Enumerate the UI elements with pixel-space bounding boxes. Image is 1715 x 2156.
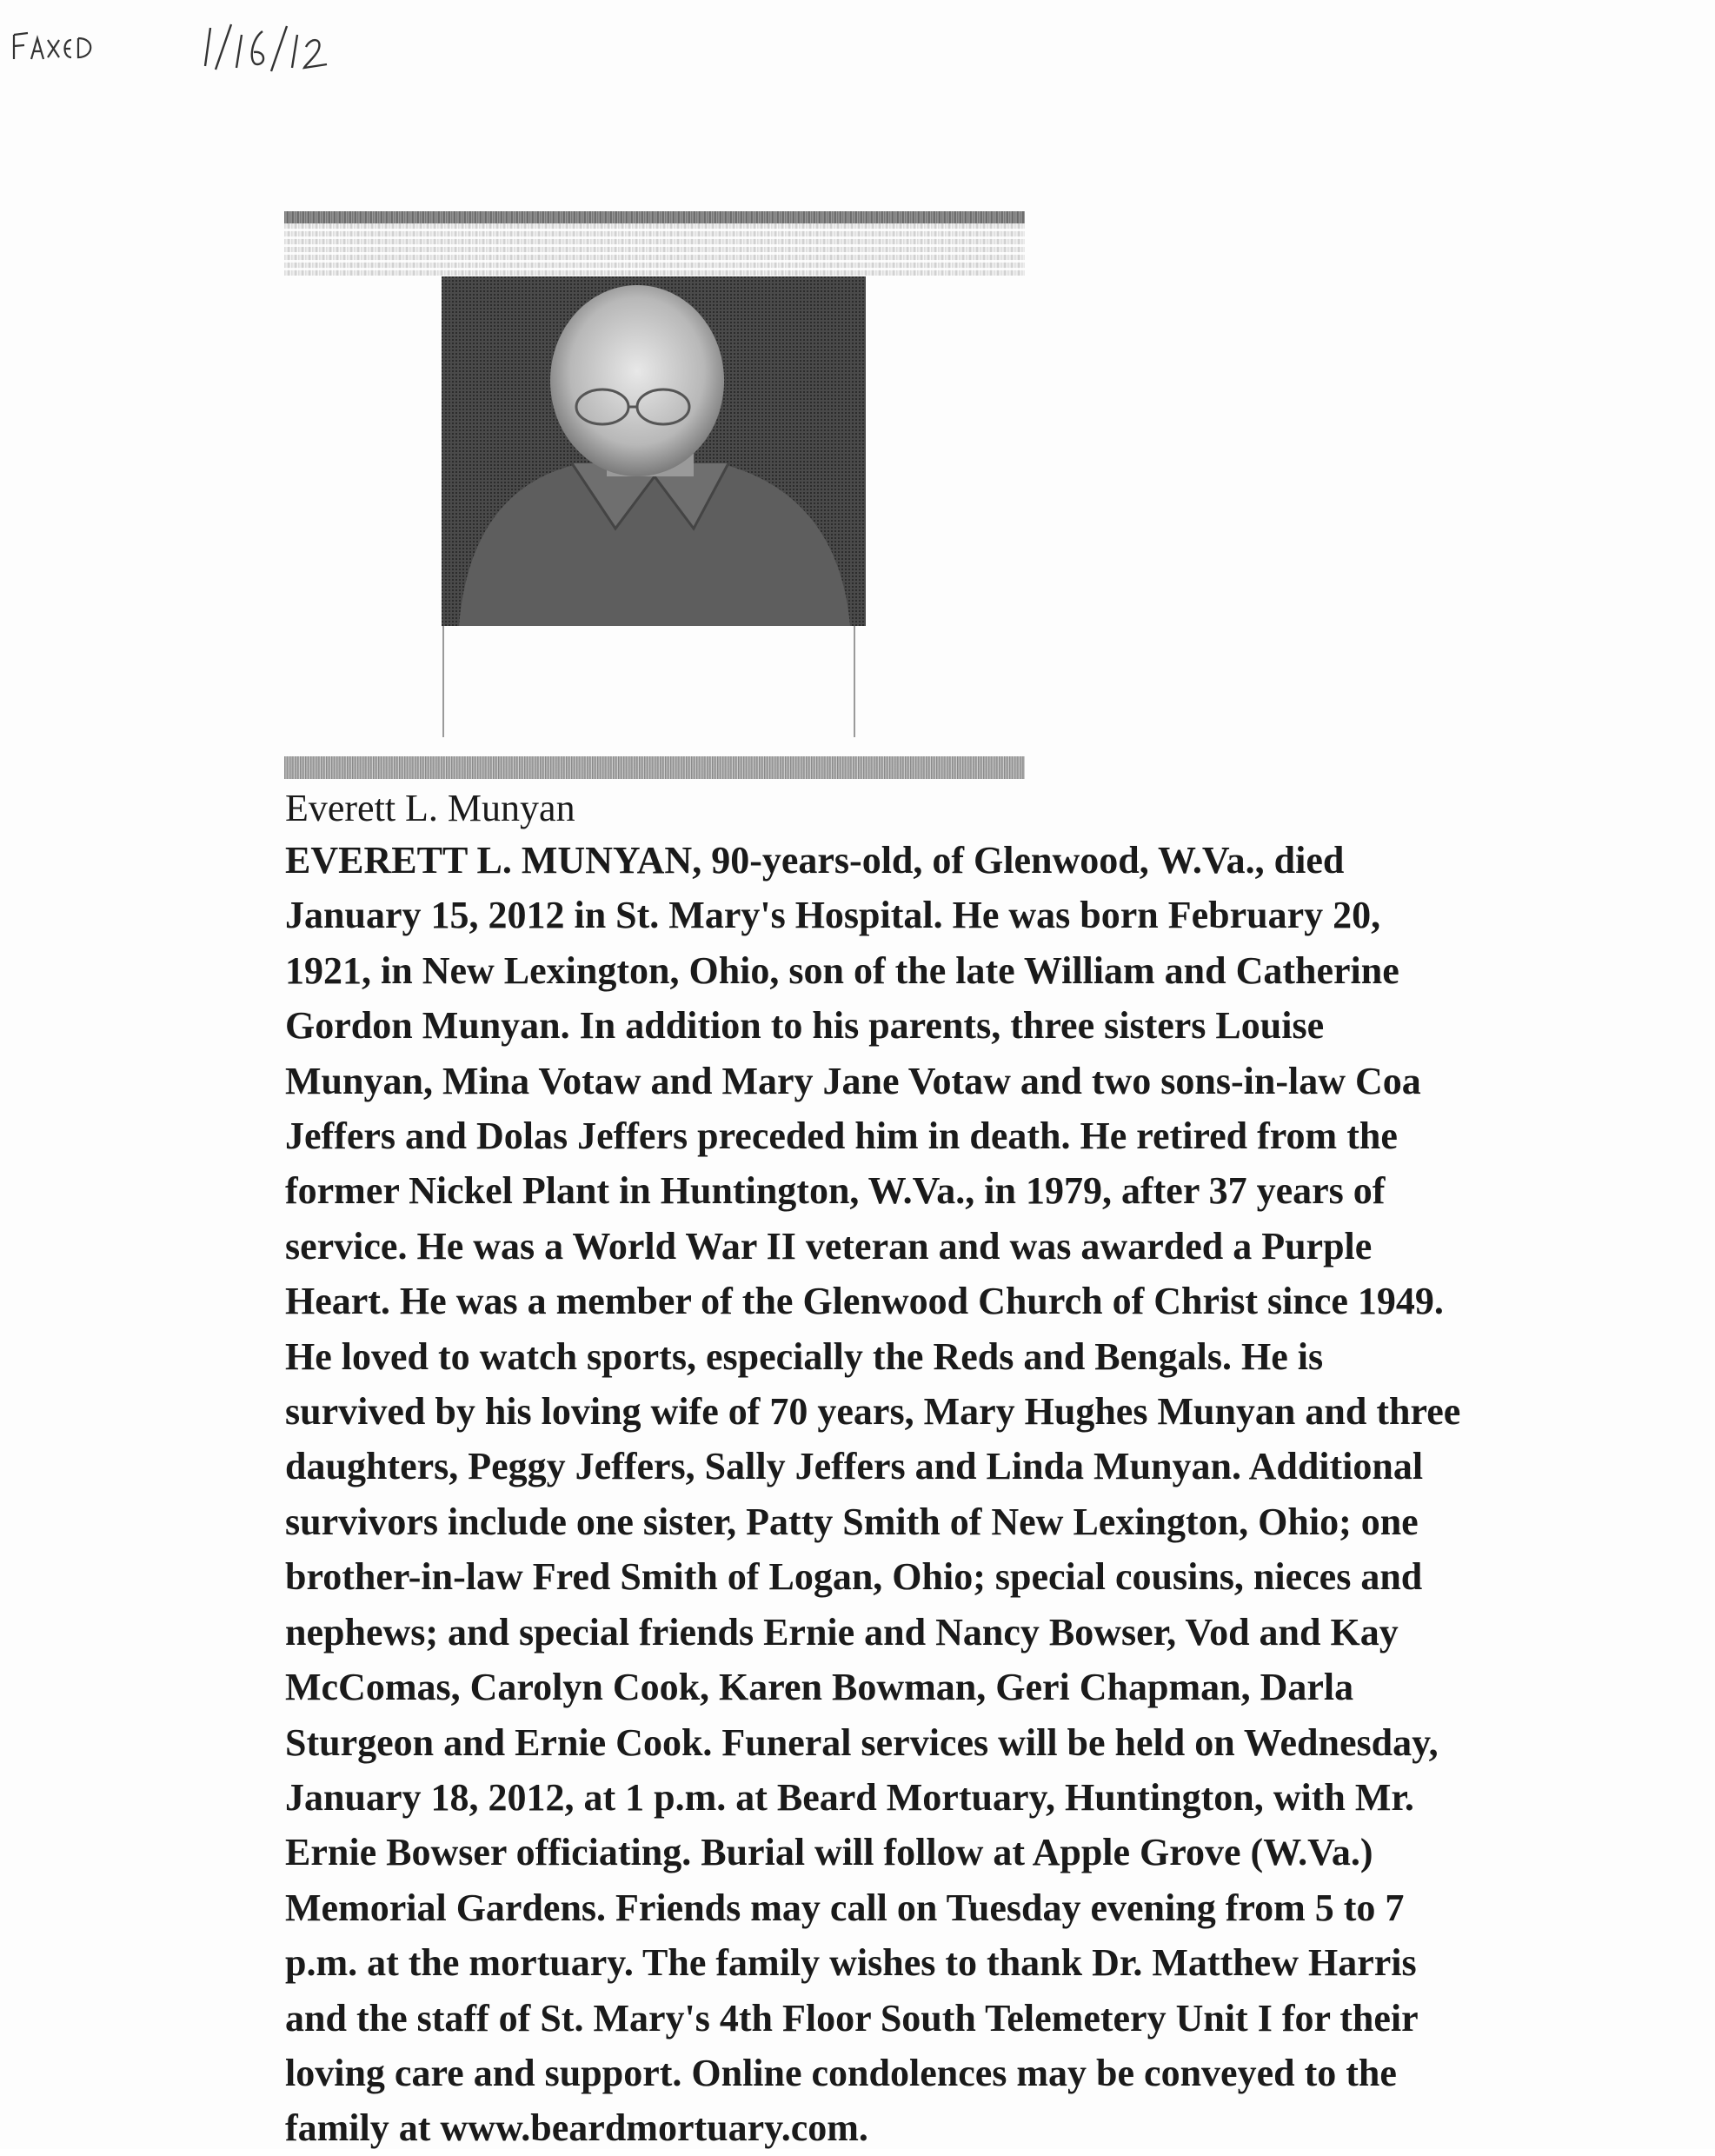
obituary-line: Gordon Munyan. In addition to his parents, three sisters Louise [285,1004,1325,1048]
obituary-line: EVERETT L. MUNYAN, 90-years-old, of Glenwood, W.Va., died [285,839,1345,882]
fax-header-toolbar [284,223,1025,276]
frame-line-left [442,626,444,737]
obituary-line: 1921, in New Lexington, Ohio, son of the late William and Catherine [285,948,1399,992]
obituary-line: p.m. at the mortuary. The family wishes to thank Dr. Matthew Harris [285,1941,1417,1985]
obituary-line: Heart. He was a member of the Glenwood Church of Christ since 1949. [285,1280,1444,1323]
obituary-line: and the staff of St. Mary's 4th Floor South Telemetery Unit I for their [285,1996,1419,2040]
portrait-photo-drawing [442,276,866,626]
obituary-line: loving care and support. Online condolences may be conveyed to the [285,2051,1397,2094]
obituary-line: Jeffers and Dolas Jeffers preceded him in death. He retired from the [285,1115,1398,1158]
portrait-photo [442,276,866,626]
obituary-line: nephews; and special friends Ernie and Nancy Bowser, Vod and Kay [285,1610,1399,1654]
obituary-title: Everett L. Munyan [285,787,575,829]
obituary-line: McComas, Carolyn Cook, Karen Bowman, Geri Chapman, Darla [285,1666,1354,1709]
obituary-line: brother-in-law Fred Smith of Logan, Ohio; special cousins, nieces and [285,1555,1423,1599]
obituary-line: Ernie Bowser officiating. Burial will follow at Apple Grove (W.Va.) [285,1831,1373,1874]
obituary-line: January 15, 2012 in St. Mary's Hospital. He was born February 20, [285,894,1381,937]
obituary-line: Sturgeon and Ernie Cook. Funeral services will be held on Wednesday, [285,1720,1439,1764]
obituary-line: former Nickel Plant in Huntington, W.Va., in 1979, after 37 years of [285,1169,1386,1213]
handwritten-fax-note [9,16,374,77]
obituary-line: January 18, 2012, at 1 p.m. at Beard Mortuary, Huntington, with Mr. [285,1775,1414,1819]
obituary-line: Memorial Gardens. Friends may call on Tuesday evening from 5 to 7 [285,1886,1405,1929]
obituary-line: daughters, Peggy Jeffers, Sally Jeffers and Linda Munyan. Additional [285,1445,1424,1488]
obituary-line: He loved to watch sports, especially the Reds and Bengals. He is [285,1334,1324,1378]
obituary-line: Munyan, Mina Votaw and Mary Jane Votaw and two sons-in-law Coa [285,1059,1421,1102]
handwritten-fax-note-drawing [9,16,374,77]
obituary-line: family at www.beardmortuary.com. [285,2106,868,2150]
frame-line-right [854,626,855,737]
obituary-line: service. He was a World War II veteran and was awarded a Purple [285,1224,1373,1268]
obituary-line: survivors include one sister, Patty Smith of New Lexington, Ohio; one [285,1500,1419,1543]
fax-footer-bar [284,756,1025,779]
obituary-line: survived by his loving wife of 70 years, Mary Hughes Munyan and three [285,1390,1461,1434]
fax-header-bar [284,211,1025,223]
obituary-body [285,833,1711,2156]
